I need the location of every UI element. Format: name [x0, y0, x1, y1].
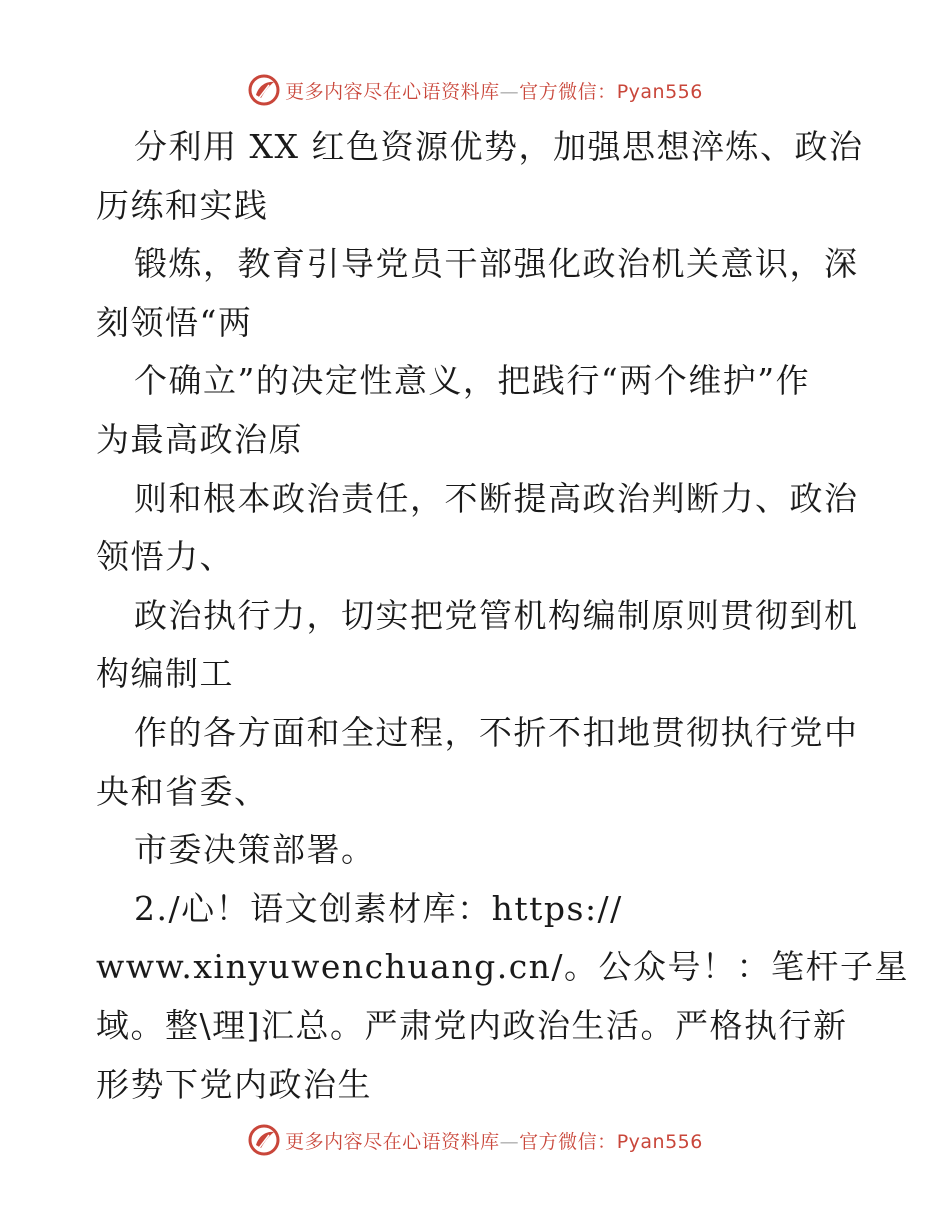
body-line: 刻领悟“两: [96, 302, 253, 342]
body-line: 锻炼，教育引导党员干部强化政治机关意识，深: [134, 244, 859, 284]
body-line: 域。整\理]汇总。严肃党内政治生活。严格执行新: [96, 1005, 848, 1045]
footer-banner-dash: —: [499, 1130, 520, 1153]
body-line: 2./心！语文创素材库：https://: [134, 888, 623, 928]
footer-banner-sub: 官方微信：: [519, 1130, 617, 1153]
header-banner-main: 更多内容尽在心语资料库: [285, 80, 500, 103]
body-line: 则和根本政治责任，不断提高政治判断力、政治: [134, 478, 859, 518]
document-body: [96, 118, 910, 1114]
header-banner-dash: —: [499, 80, 520, 103]
footer-banner-text: [285, 1127, 703, 1154]
body-line: 构编制工: [96, 654, 234, 694]
body-line: 分利用 XX 红色资源优势，加强思想淬炼、政治: [134, 127, 864, 166]
body-line: 政治执行力，切实把党管机构编制原则贯彻到机: [134, 595, 859, 635]
header-banner: [0, 70, 950, 110]
footer-banner-wechat: Pyan556: [616, 1130, 703, 1153]
brand-logo-icon: [247, 73, 281, 107]
header-banner-text: [285, 77, 703, 104]
body-line: www.xinyuwenchuang.cn/。公众号！：笔杆子星: [96, 947, 910, 987]
footer-banner: [0, 1120, 950, 1160]
body-line: 形势下党内政治生: [96, 1064, 372, 1104]
footer-banner-main: 更多内容尽在心语资料库: [285, 1130, 500, 1153]
body-line: 市委决策部署。: [134, 830, 376, 870]
header-banner-sub: 官方微信：: [519, 80, 617, 103]
header-banner-wechat: Pyan556: [616, 80, 703, 103]
body-line: 央和省委、: [96, 771, 269, 811]
brand-logo-icon: [247, 1123, 281, 1157]
body-line: 领悟力、: [96, 537, 234, 577]
body-line: 为最高政治原: [96, 419, 303, 459]
body-line: 个确立”的决定性意义，把践行“两个维护”作: [134, 361, 811, 401]
body-line: 历练和实践: [96, 185, 269, 225]
body-line: 作的各方面和全过程，不折不扣地贯彻执行党中: [134, 712, 859, 752]
